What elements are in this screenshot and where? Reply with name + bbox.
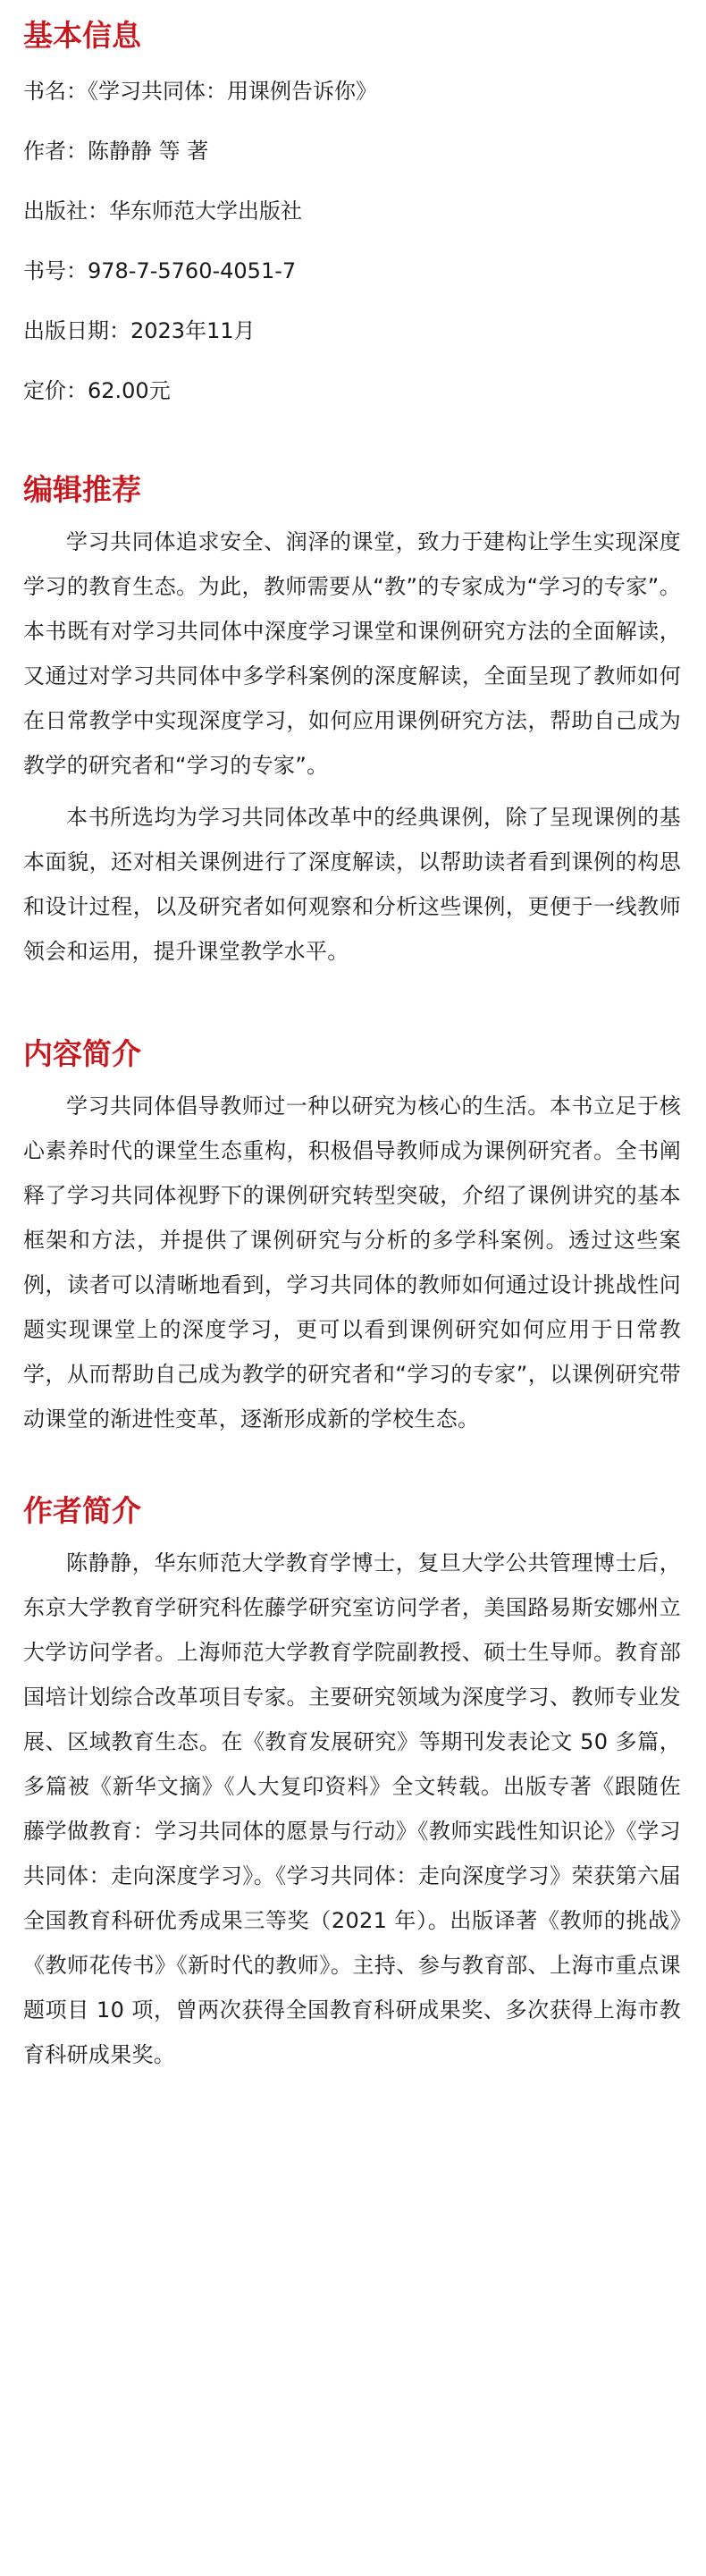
- editor-recommendation-paragraph-2: 本书所选均为学习共同体改革中的经典课例，除了呈现课例的基本面貌，还对相关课例进行了深度解读，以帮助读者看到课例的构思和设计过程，以及研究者如何观察和分析这些课例，更便于一线教师领会和运用，提升课堂教学水平。: [23, 805, 681, 964]
- content-summary-paragraph: 学习共同体倡导教师过一种以研究为核心的生活。本书立足于核心素养时代的课堂生态重构，积极倡导教师成为课例研究者。全书阐释了学习共同体视野下的课例研究转型突破，介绍了课例讲究的基本框架和方法，并提供了课例研究与分析的多学科案例。透过这些案例，读者可以清晰地看到，学习共同体的教师如何通过设计挑战性问题实现课堂上的深度学习，更可以看到课例研究如何应用于日常教学，从而帮助自己成为教学的研究者和“学习的专家”，以课例研究带动课堂的渐进性变革，逐渐形成新的学校生态。: [23, 1094, 681, 1432]
- basic-info-title: 基本信息: [23, 18, 141, 53]
- author-intro-section: [23, 1493, 681, 2077]
- author-intro-paragraph: 陈静静，华东师范大学教育学博士，复旦大学公共管理博士后，东京大学教育学研究科佐藤学研究室访问学者，美国路易斯安娜州立大学访问学者。上海师范大学教育学院副教授、硕士生导师。教育部国培计划综合改革项目专家。主要研究领域为深度学习、教师专业发展、区域教育生态。在《教育发展研究》等期刊发表论文 50 多篇，多篇被《新华文摘》《人大复印资料》全文转载。出版专著《跟随佐藤学做教育：学习共同体的愿景与行动》《教师实践性知识论》《学习共同体：走向深度学习》。《学习共同体：走向深度学习》荣获第六届全国教育科研优秀成果三等奖（2021 年）。出版译著《教师的挑战》《教师花传书》《新时代的教师》。主持、参与教育部、上海市重点课题项目 10 项，曾两次获得全国教育科研成果奖、多次获得上海市教育科研成果奖。: [23, 1550, 681, 2067]
- author-intro-title: 作者简介: [23, 1493, 141, 1528]
- editor-recommendation-title: 编辑推荐: [23, 472, 141, 507]
- content-summary-title: 内容简介: [23, 1036, 141, 1071]
- editor-recommendation-section: [23, 472, 681, 974]
- publisher-line: 出版社：华东师范大学出版社: [23, 198, 302, 224]
- content-summary-section: [23, 1036, 681, 1441]
- book-name-line: 书名：《学习共同体：用课例告诉你》: [23, 79, 377, 104]
- price-line: 定价：62.00元: [23, 378, 171, 403]
- publish-date-line: 出版日期：2023年11月: [23, 318, 256, 343]
- basic-info-section: [23, 0, 681, 404]
- isbn-line: 书号：978-7-5760-4051-7: [23, 258, 297, 283]
- author-line: 作者：陈静静 等 著: [23, 139, 209, 164]
- editor-recommendation-paragraph-1: 学习共同体追求安全、润泽的课堂，致力于建构让学生实现深度学习的教育生态。为此，教师需要从“教”的专家成为“学习的专家”。本书既有对学习共同体中深度学习课堂和课例研究方法的全面解读，又通过对学习共同体中多学科案例的深度解读，全面呈现了教师如何在日常教学中实现深度学习，如何应用课例研究方法，帮助自己成为教学的研究者和“学习的专家”。: [23, 529, 681, 778]
